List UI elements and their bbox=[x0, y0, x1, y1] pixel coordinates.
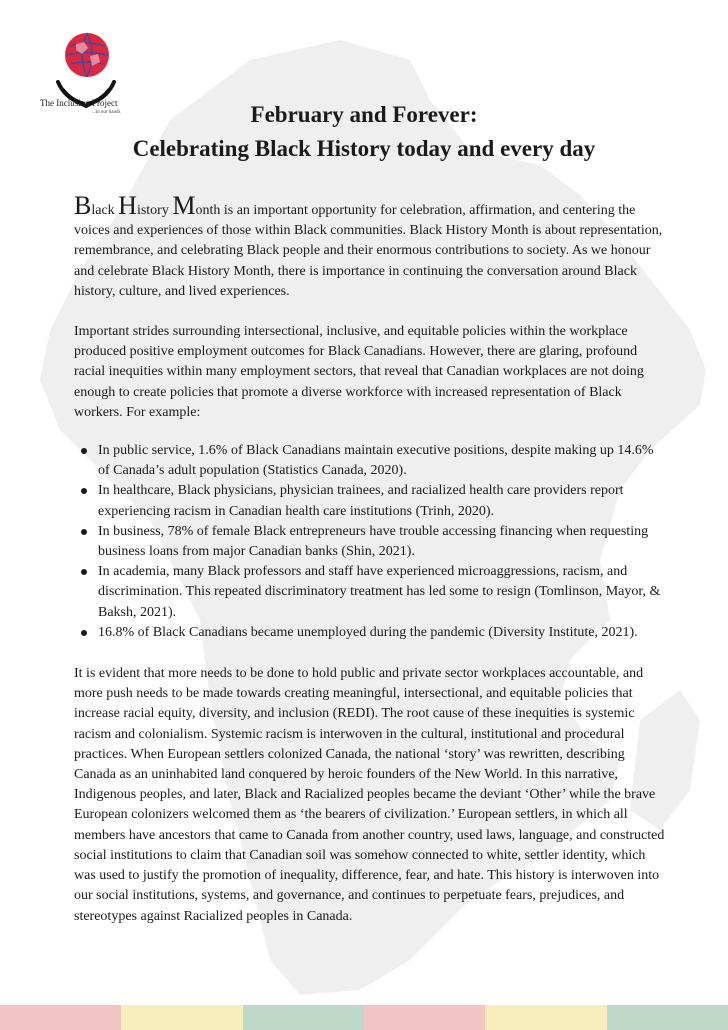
intro-word1: lack bbox=[91, 203, 115, 218]
article-body bbox=[74, 191, 666, 927]
intro-word2: istory bbox=[136, 203, 169, 218]
bullet-icon bbox=[81, 488, 87, 494]
list-item-text: In healthcare, Black physicians, physician trainees, and racialized health care providers report experiencing racism in Canadian health care institutions (Trinh, 2020). bbox=[98, 483, 624, 519]
list-item bbox=[74, 522, 666, 562]
systemic-racism-paragraph: It is evident that more needs to be done to hold public and private sector workplaces accountable, and more push needs to be made towards creating meaningful, intersectional, and equitable policies that increase racial equity, diversity, and inclusion (REDI). The root cause of these inequities is systemic racism and colonialism. Systemic racism is interwoven in the cultural, institutional and procedural practices. When European settlers colonized Canada, the national ‘story’ was rewritten, describing Canada as an uninhabited land conquered by heroic founders of the New World. In this narrative, Indigenous peoples, and later, Black and Racialized peoples became the deviant ‘Other’ while the brave European colonizers welcomed them as ‘the bearers of civilization.’ European settlers, in which all members have ancestors that came to Canada from another country, used laws, language, and constructed social institutions to claim that Canadian soil was somehow connected to white, settler identity, which was used to justify the promotion of inequality, difference, fear, and hate. This history is interwoven into our social institutions, systems, and governance, and continues to perpetuate fears, prejudices, and stereotypes against Racialized peoples in Canada. bbox=[74, 666, 665, 924]
footer-segment bbox=[243, 1005, 364, 1030]
bullet-icon bbox=[81, 630, 87, 636]
statistics-list bbox=[74, 441, 666, 643]
organization-tagline: ...in our hands bbox=[92, 110, 121, 115]
list-item-text: In business, 78% of female Black entrepreneurs have trouble accessing financing when requesting business loans from major Canadian banks (Shin, 2021). bbox=[98, 523, 649, 560]
footer-segment bbox=[0, 1005, 121, 1030]
footer-segment bbox=[485, 1005, 606, 1030]
bullet-icon bbox=[81, 529, 87, 535]
dropcap-m: M bbox=[172, 191, 196, 220]
footer-segment bbox=[121, 1005, 242, 1030]
list-item bbox=[74, 623, 666, 643]
dropcap-b: B bbox=[74, 191, 92, 220]
footer-segment bbox=[364, 1005, 485, 1030]
bullet-icon bbox=[81, 569, 87, 575]
bullet-icon bbox=[81, 448, 87, 454]
list-item bbox=[74, 441, 666, 481]
organization-name: The Inclusion Project bbox=[40, 98, 118, 108]
dropcap-h: H bbox=[118, 191, 137, 220]
list-item-text: 16.8% of Black Canadians became unemployed during the pandemic (Diversity Institute, 2021). bbox=[98, 624, 638, 640]
globe-icon bbox=[62, 30, 112, 80]
list-item bbox=[74, 481, 666, 521]
list-item-text: In public service, 1.6% of Black Canadians maintain executive positions, despite making up 14.6% of Canada’s adult population (Statistics Canada, 2020). bbox=[98, 443, 654, 479]
footer-color-bar bbox=[0, 1005, 728, 1030]
list-item-text: In academia, many Black professors and staff have experienced microaggressions, racism, and discrimination. This repeated discriminatory treatment has led some to resign (Tomlinson, Mayor, & Baksh, 2021). bbox=[98, 564, 661, 620]
intro-text: is an important opportunity for celebration, affirmation, and centering the voices and experiences of those within Black communities. Black History Month is about representation, remembrance, and celebrating Black people and their enormous contributions to society. As we honour and celebrate Black History Month, there is importance in continuing the conversation around Black history, culture, and lived experiences. bbox=[74, 203, 663, 299]
page-subtitle: Celebrating Black History today and every day bbox=[132, 136, 596, 161]
intro-word3: onth bbox=[195, 203, 221, 218]
workplace-paragraph: Important strides surrounding intersectional, inclusive, and equitable policies within the workplace produced positive employment outcomes for Black Canadians. However, there are glaring, profound racial inequities within many employment sectors, that reveal that Canadian workplaces are not doing enough to create policies that promote a diverse workforce with increased representation of Black workers. For example: bbox=[74, 324, 644, 420]
page-title: February and Forever: bbox=[250, 102, 478, 127]
list-item bbox=[74, 562, 666, 623]
intro-paragraph bbox=[74, 191, 666, 302]
footer-segment bbox=[607, 1005, 728, 1030]
title-block bbox=[60, 100, 668, 164]
